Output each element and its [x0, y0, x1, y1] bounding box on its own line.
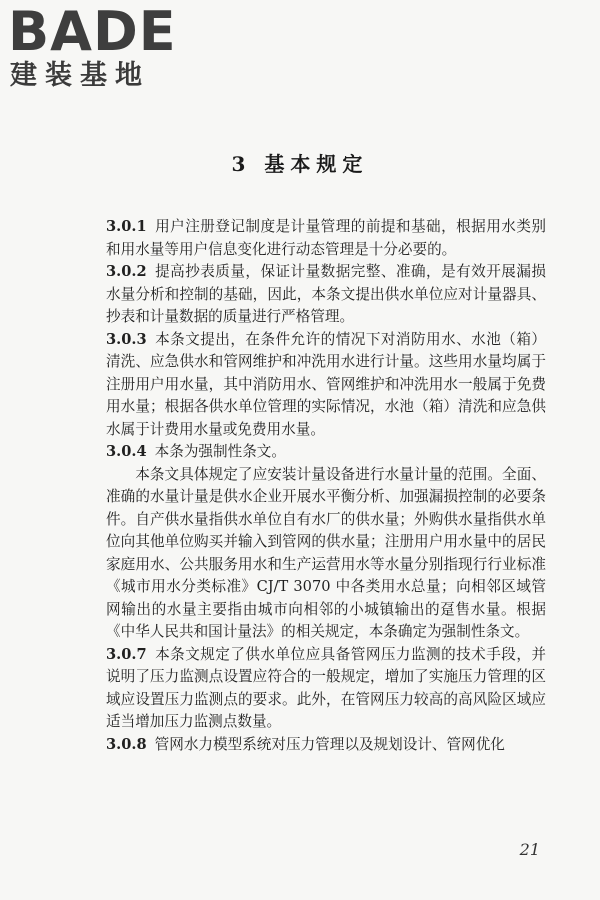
- paragraph-text: 本条文规定了供水单位应具备管网压力监测的技术手段，并说明了压力监测点设置应符合的一般规定，增加了实施压力管理的区域应设置压力监测点的要求。此外，在管网压力较高的高风险区域应适当增加压力监测点数量。: [106, 645, 546, 730]
- clause-number: 3.0.8: [106, 735, 147, 753]
- paragraph-text: 用户注册登记制度是计量管理的前提和基础，根据用水类别和用水量等用户信息变化进行动态管理是十分必要的。: [106, 218, 546, 258]
- clause-number: 3.0.7: [106, 645, 147, 663]
- paragraph-text: 本条文具体规定了应安装计量设备进行水量计量的范围。全面、准确的水量计量是供水企业开展水平衡分析、加强漏损控制的必要条件。自产供水量指供水单位自有水厂的供水量；外购供水量指供水单位向其他单位购买并输入到管网的供水量；注册用户用水量中的居民家庭用水、公共服务用水和生产运营用水等水量分别指现行行业标准《城市用水分类标准》CJ/T 3070 中各类用水总量；向相邻区域管网输出的水量主要指由城市向相邻的小城镇输出的趸售水量。根据《中华人民共和国计量法》的相关规定，本条确定为强制性条文。: [106, 465, 546, 640]
- page-number: 21: [519, 840, 540, 859]
- clause-number: 3.0.2: [106, 263, 147, 280]
- clause-number: 3.0.3: [106, 330, 147, 348]
- paragraph-3-0-1: [106, 216, 546, 261]
- paragraph-text: 本条为强制性条文。: [154, 443, 286, 460]
- paragraph-3-0-4: [106, 441, 546, 464]
- logo-wordmark: BADE: [8, 0, 177, 63]
- paragraph-3-0-7: [106, 644, 546, 734]
- bade-logo: [8, 0, 188, 96]
- paragraph-3-0-3: [106, 329, 546, 442]
- paragraph-3-0-4-explanation: [106, 464, 546, 644]
- clause-number: 3.0.1: [106, 218, 147, 235]
- paragraph-text: 本条文提出，在条件允许的情况下对消防用水、水池（箱）清洗、应急供水和管网维护和冲洗用水进行计量。这些用水量均属于注册用户用水量，其中消防用水、管网维护和冲洗用水一般属于免费用水量；根据各供水单位管理的实际情况，水池（箱）清洗和应急供水属于计费用水量或免费用水量。: [106, 330, 546, 438]
- paragraph-3-0-8: [106, 734, 546, 757]
- body-text: [106, 216, 546, 756]
- clause-number: 3.0.4: [106, 443, 147, 460]
- paragraph-3-0-2: [106, 261, 546, 329]
- paragraph-text: 管网水力模型系统对压力管理以及规划设计、管网优化: [154, 735, 505, 753]
- logo-subtitle: 建装基地: [10, 60, 150, 91]
- paragraph-text: 提高抄表质量，保证计量数据完整、准确，是有效开展漏损水量分析和控制的基础，因此，本条文提出供水单位应对计量器具、抄表和计量数据的质量进行严格管理。: [106, 263, 546, 325]
- chapter-title: 3 基本规定: [231, 152, 369, 176]
